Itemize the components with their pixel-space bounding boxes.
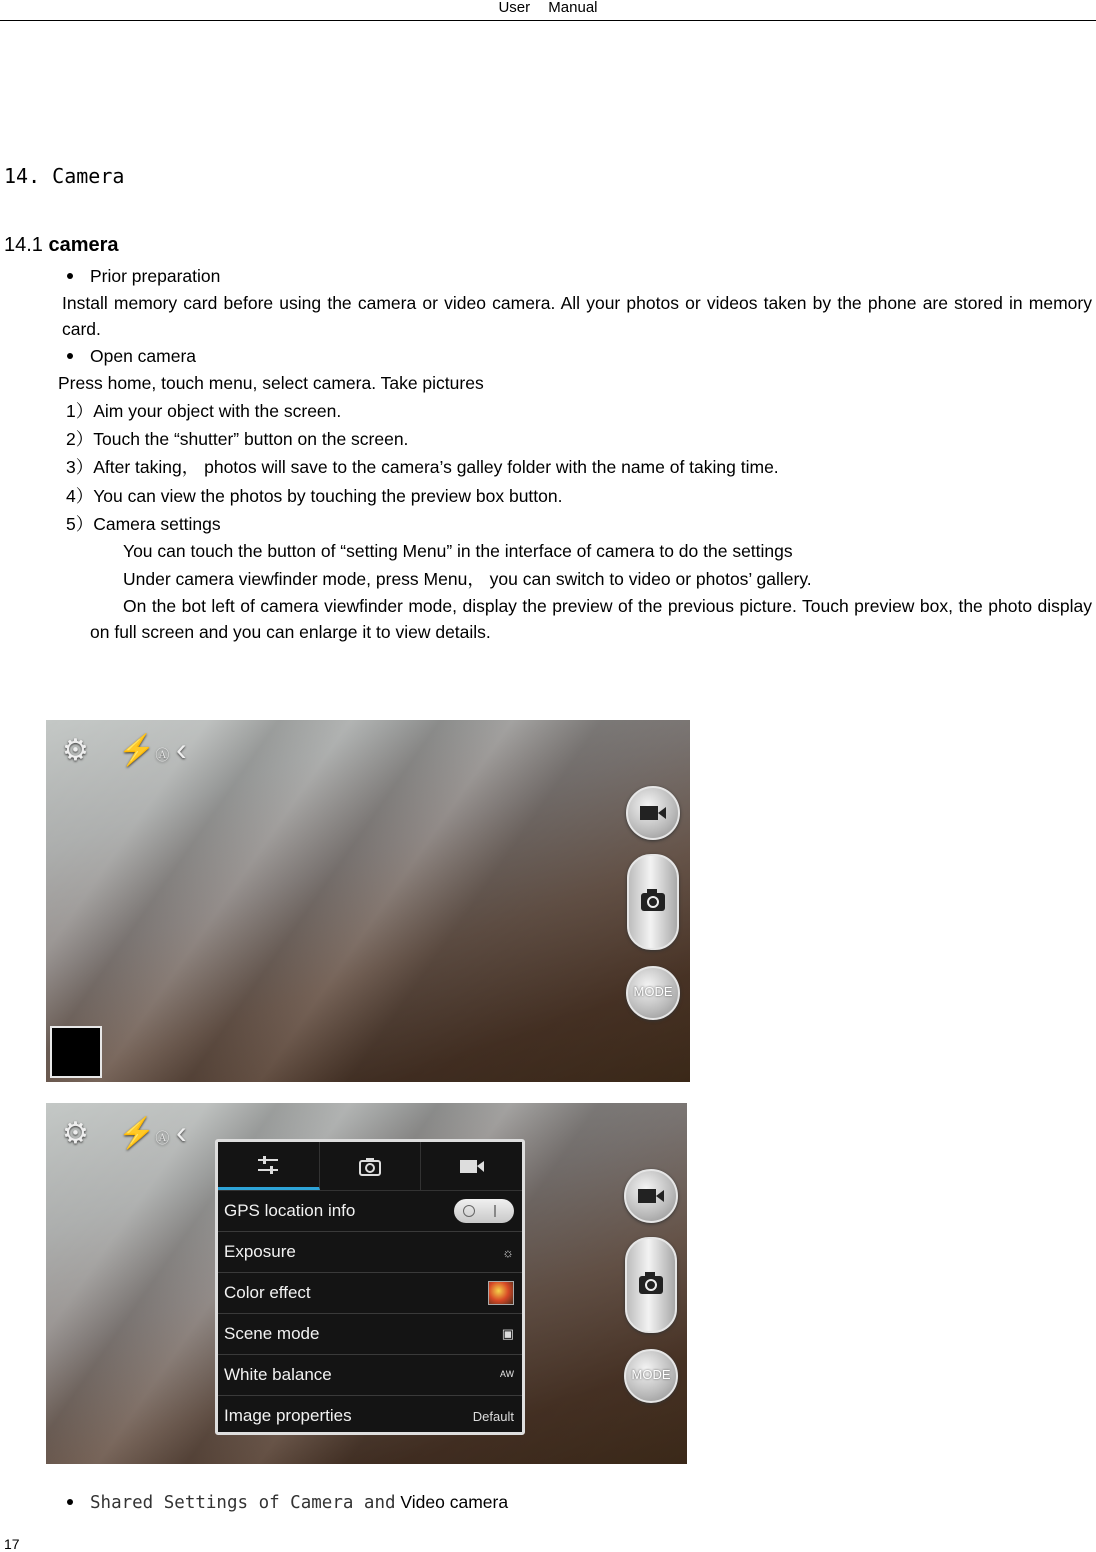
- tab-camera-settings[interactable]: [320, 1142, 422, 1190]
- bullet-dot: [67, 1499, 73, 1505]
- menu-row-gps[interactable]: [218, 1191, 522, 1232]
- settings-menu: [215, 1139, 525, 1435]
- image-properties-value: Default: [472, 1408, 514, 1424]
- video-camera-icon: [628, 788, 678, 838]
- menu-row-label: Image properties: [224, 1406, 352, 1425]
- shutter-button[interactable]: [627, 854, 679, 950]
- color-effect-icon: [488, 1281, 514, 1305]
- settings-line: You can touch the button of “setting Menu” in the interface of camera to do the settings: [123, 541, 793, 561]
- camera-icon: [358, 1156, 382, 1176]
- menu-row-label: Color effect: [224, 1283, 311, 1302]
- chevron-left-icon[interactable]: ‹: [176, 731, 187, 767]
- bullet-open-camera: Open camera: [90, 346, 197, 366]
- bullet-shared-settings: [90, 1492, 508, 1513]
- mode-button[interactable]: [626, 966, 680, 1020]
- gear-icon[interactable]: ⚙: [62, 1117, 89, 1150]
- bullet-dot: [67, 353, 73, 359]
- settings-line: On the bot left of camera viewfinder mode, display the preview of the previous picture. Touch preview box, the photo display on full screen and you can enlarge it to view details.: [90, 596, 1092, 642]
- tab-general-settings[interactable]: [218, 1142, 320, 1190]
- scene-mode-icon: ▣: [501, 1326, 514, 1341]
- chapter-title: 14. Camera: [4, 164, 125, 188]
- gps-toggle[interactable]: [454, 1199, 514, 1223]
- menu-row-label: GPS location info: [224, 1201, 356, 1220]
- video-camera-button[interactable]: [626, 786, 680, 840]
- video-camera-icon: [458, 1156, 486, 1176]
- step-item: 2）Touch the “shutter” button on the screen.: [66, 429, 409, 449]
- video-camera-button[interactable]: [624, 1169, 678, 1223]
- menu-row-exposure[interactable]: [218, 1232, 522, 1273]
- camera-viewfinder-screenshot: [46, 720, 690, 1082]
- menu-row-label: Scene mode: [224, 1324, 320, 1343]
- open-camera-text: Press home, touch menu, select camera. Take pictures: [58, 373, 484, 393]
- menu-row-white-balance[interactable]: [218, 1355, 522, 1396]
- camera-settings-screenshot: [46, 1103, 687, 1464]
- camera-icon: [629, 856, 677, 948]
- section-name: camera: [48, 234, 119, 256]
- step-item: 3）After taking， photos will save to the camera’s galley folder with the name of taking time.: [66, 457, 779, 477]
- step-item: 4）You can view the photos by touching the preview box button.: [66, 486, 563, 506]
- preview-thumbnail[interactable]: [50, 1026, 102, 1078]
- mode-label: MODE: [631, 1367, 671, 1382]
- settings-menu-tabs: [218, 1142, 522, 1191]
- prior-preparation-text: Install memory card before using the camera or video camera. All your photos or videos taken by the phone are stored in memory card.: [62, 293, 1092, 339]
- white-balance-icon: ᴬᵂ: [500, 1367, 514, 1383]
- menu-row-image-properties[interactable]: [218, 1396, 522, 1436]
- step-item: 1）Aim your object with the screen.: [66, 401, 342, 421]
- chevron-left-icon[interactable]: ‹: [176, 1114, 187, 1150]
- mode-button[interactable]: [624, 1349, 678, 1403]
- menu-row-color-effect[interactable]: [218, 1273, 522, 1314]
- tab-video-settings[interactable]: [421, 1142, 522, 1190]
- video-camera-icon: [626, 1171, 676, 1221]
- section-title: [4, 234, 119, 257]
- page-header: User Manual: [498, 0, 598, 16]
- flash-auto-icon[interactable]: ⚡Ⓐ: [118, 1117, 170, 1150]
- shared-settings-text: Shared Settings of Camera and: [90, 1493, 396, 1513]
- camera-icon: [627, 1239, 675, 1331]
- mode-label: MODE: [633, 984, 673, 999]
- shutter-button[interactable]: [625, 1237, 677, 1333]
- bullet-dot: [67, 273, 73, 279]
- page-number: 17: [4, 1536, 20, 1552]
- settings-line: Under camera viewfinder mode, press Menu， you can switch to video or photos’ gallery.: [123, 569, 812, 589]
- gear-icon[interactable]: ⚙: [62, 734, 89, 767]
- menu-row-scene-mode[interactable]: [218, 1314, 522, 1355]
- menu-row-label: White balance: [224, 1365, 332, 1384]
- step-item: 5）Camera settings: [66, 514, 221, 534]
- exposure-icon: ☼: [502, 1244, 514, 1260]
- sliders-icon: [256, 1155, 280, 1175]
- video-camera-text: Video camera: [400, 1492, 509, 1512]
- bullet-prior-preparation: Prior preparation: [90, 266, 221, 286]
- menu-row-label: Exposure: [224, 1242, 296, 1261]
- header-divider: [0, 20, 1096, 21]
- flash-auto-icon[interactable]: ⚡Ⓐ: [118, 734, 170, 767]
- section-number: 14.1: [4, 234, 43, 256]
